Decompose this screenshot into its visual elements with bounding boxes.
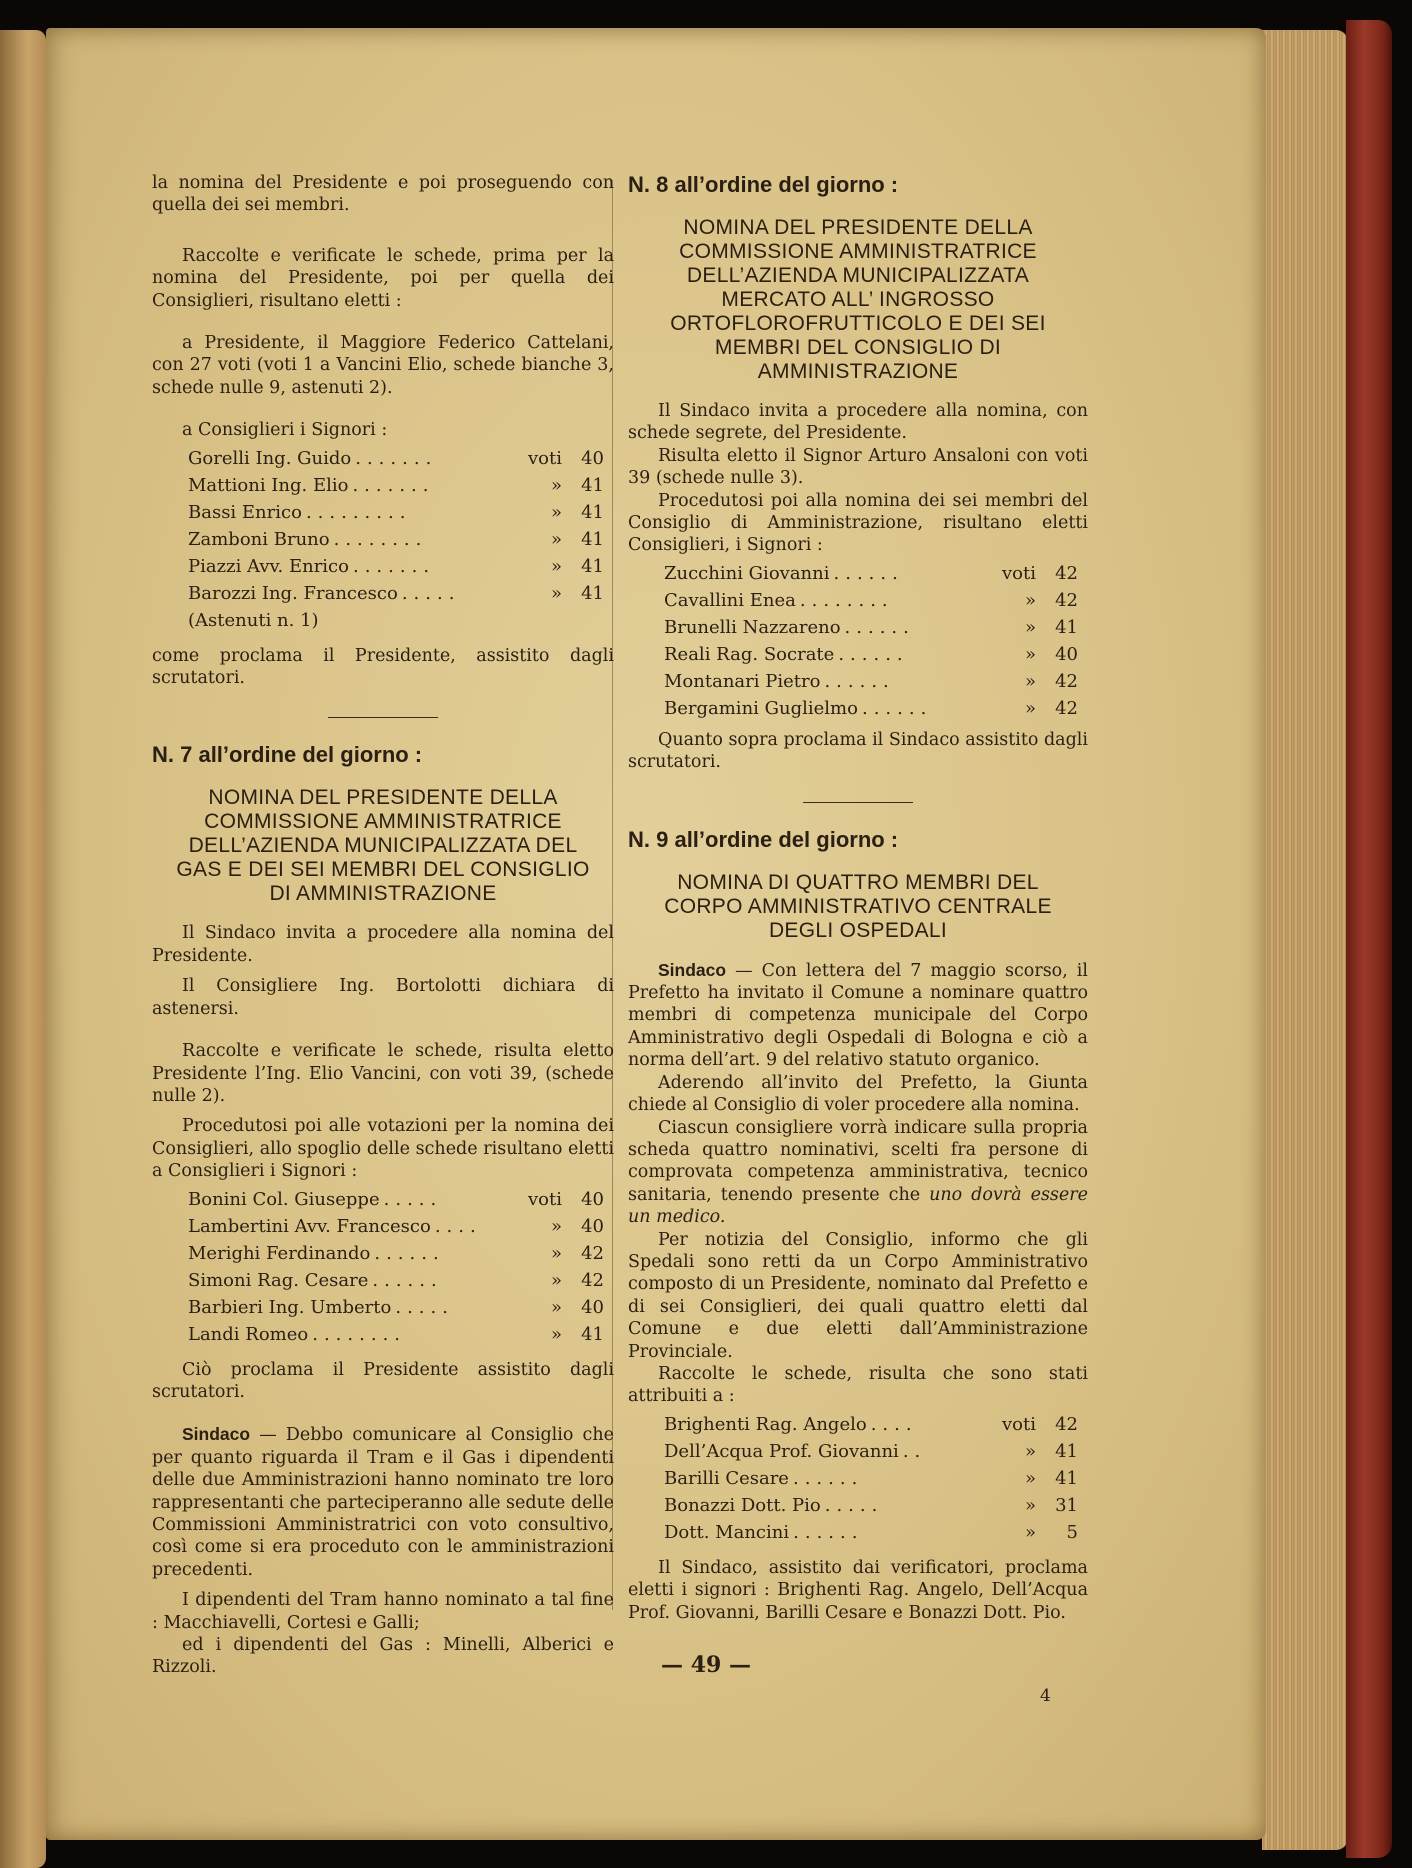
vote-row: Piazzi Avv. Enrico ....... » 41 xyxy=(188,555,604,577)
abstained-note: (Astenuti n. 1) xyxy=(188,609,319,631)
vote-row: Lambertini Avv. Francesco .... » 40 xyxy=(188,1215,604,1237)
paragraph: Il Sindaco invita a procedere alla nomina, con schede segrete, del Presidente. xyxy=(628,401,1088,444)
paragraph: Aderendo all’invito del Prefetto, la Giunta chiede al Consiglio di voler procedere alla nomina. xyxy=(628,1072,1088,1116)
vote-row: Brighenti Rag. Angelo .... voti 42 xyxy=(664,1413,1078,1435)
paragraph: Ciò proclama il Presidente assistito dagli scrutatori. xyxy=(152,1359,614,1402)
vote-row: Dott. Mancini ...... » 5 xyxy=(664,1521,1078,1543)
vote-row: Zucchini Giovanni ...... voti 42 xyxy=(664,562,1078,584)
paragraph: I dipendenti del Tram hanno nominato a tal fine : Macchiavelli, Cortesi e Galli; xyxy=(152,1590,614,1633)
paragraph: Ciascun consigliere vorrà indicare sulla propria scheda quattro nominativi, scelti fra persone di comprovata competenza amministrativa, tecnico sanitaria, tenendo presente che uno dovrà essere un medico. xyxy=(628,1117,1088,1228)
vote-row: Gorelli Ing. Guido ....... voti 40 xyxy=(188,447,604,469)
vote-row: Barilli Cesare ...... » 41 xyxy=(664,1467,1078,1489)
section-rule xyxy=(328,717,438,718)
adjacent-page-edge xyxy=(0,30,46,1868)
page-number: — 49 — xyxy=(661,1652,751,1678)
paragraph: Raccolte e verificate le schede, prima per la nomina del Presidente, poi per quella dei Consiglieri, risultano eletti : xyxy=(152,245,614,311)
paragraph: Procedutosi poi alla nomina dei sei membri del Consiglio di Amministrazione, risultano eletti Consiglieri, i Signori : xyxy=(628,490,1088,556)
paragraph: Risulta eletto il Signor Arturo Ansaloni con voti 39 (schede nulle 3). xyxy=(628,445,1088,489)
paragraph: la nomina del Presidente e poi proseguendo con quella dei sei membri. xyxy=(152,173,614,216)
paragraph: Raccolte e verificate le schede, risulta eletto Presidente l’Ing. Elio Vancini, con voti 39, (schede nulle 2). xyxy=(152,1041,614,1106)
paragraph: Quanto sopra proclama il Sindaco assistito dagli scrutatori. xyxy=(628,729,1088,773)
paragraph: come proclama il Presidente, assistito dagli scrutatori. xyxy=(152,645,614,689)
speaker-paragraph: Sindaco — Con lettera del 7 maggio scorso, il Prefetto ha invitato il Comune a nominare quattro membri di competenza municipale del Corpo Amministrativo degli Ospedali di Bologna e ciò a norma dell’art. 9 del relativo statuto organico. xyxy=(628,959,1088,1071)
vote-row: Mattioni Ing. Elio ....... » 41 xyxy=(188,474,604,496)
paragraph: a Consiglieri i Signori : xyxy=(182,420,388,441)
vote-row: Dell’Acqua Prof. Giovanni .. » 41 xyxy=(664,1440,1078,1462)
vote-list-hospitals xyxy=(664,1414,1088,1549)
vote-row: Brunelli Nazzareno ...... » 41 xyxy=(664,616,1078,638)
speaker-paragraph: Sindaco — Debbo comunicare al Consiglio che per quanto riguarda il Tram e il Gas i dipendenti delle due Amministrazioni hanno nominato tre loro rappresentanti che parteciperanno alle sedute delle Commissioni Amministratrici con voto consultivo, così come si era proceduto con le amministrazioni precedenti. xyxy=(152,1424,614,1580)
paragraph: Per notizia del Consiglio, informo che gli Spedali sono retti da un Corpo Amministrativo composto di un Presidente, nominato dal Prefetto e di sei Consiglieri, dei quali quattro eletti dal Comune e due eletti dall’Amministrazione Provinciale. xyxy=(628,1229,1088,1362)
vote-list-commission-gas xyxy=(188,1189,614,1351)
agenda-item-heading-8: N. 8 all’ordine del giorno : xyxy=(628,172,899,197)
vote-row: Zamboni Bruno ........ » 41 xyxy=(188,528,604,550)
right-column xyxy=(628,172,1088,1624)
vote-row: Bonazzi Dott. Pio ..... » 31 xyxy=(664,1494,1078,1516)
paragraph: Raccolte le schede, risulta che sono stati attribuiti a : xyxy=(628,1363,1088,1407)
agenda-item-heading-7: N. 7 all’ordine del giorno : xyxy=(152,742,423,768)
vote-list-commission-1 xyxy=(188,448,614,637)
agenda-item-title-8: NOMINA DEL PRESIDENTE DELLA COMMISSIONE AMMINISTRATRICE DELL’AZIENDA MUNICIPALIZZATA MERCATO ALL’ INGROSSO ORTOFLOROFRUTTICOLO E DEI SEI MEMBRI DEL CONSIGLIO DI AMMINISTRAZIONE xyxy=(670,216,1046,383)
vote-row: Bassi Enrico ......... » 41 xyxy=(188,501,604,523)
speaker-label: Sindaco xyxy=(182,1424,251,1445)
vote-list-commission-mercato xyxy=(664,563,1088,725)
paragraph: a Presidente, il Maggiore Federico Cattelani, con 27 voti (voti 1 a Vancini Elio, schede bianche 3, schede nulle 9, astenuti 2). xyxy=(152,333,614,398)
vote-row: Simoni Rag. Cesare ...... » 42 xyxy=(188,1269,604,1291)
vote-row: Merighi Ferdinando ...... » 42 xyxy=(188,1242,604,1264)
paragraph: ed i dipendenti del Gas : Minelli, Alberici e Rizzoli. xyxy=(152,1635,614,1678)
vote-row: Barbieri Ing. Umberto ..... » 40 xyxy=(188,1296,604,1318)
signature-mark: 4 xyxy=(1040,1686,1051,1706)
vote-row: Reali Rag. Socrate ...... » 40 xyxy=(664,643,1078,665)
left-column xyxy=(152,172,614,1679)
paragraph: Procedutosi poi alle votazioni per la nomina dei Consiglieri, allo spoglio delle schede risultano eletti a Consiglieri i Signori : xyxy=(152,1116,614,1182)
paragraph: Il Sindaco, assistito dai verificatori, proclama eletti i signori : Brighenti Rag. Angelo, Dell’Acqua Prof. Giovanni, Barilli Cesare e Bonazzi Dott. Pio. xyxy=(628,1557,1088,1623)
book-cover-edge xyxy=(1346,20,1392,1858)
vote-row: Barozzi Ing. Francesco ..... » 41 xyxy=(188,582,604,604)
vote-row: Landi Romeo ........ » 41 xyxy=(188,1323,604,1345)
paragraph: Il Consigliere Ing. Bortolotti dichiara di astenersi. xyxy=(152,976,614,1019)
agenda-item-title-7: NOMINA DEL PRESIDENTE DELLA COMMISSIONE AMMINISTRATRICE DELL’AZIENDA MUNICIPALIZZATA DEL GAS E DEI SEI MEMBRI DEL CONSIGLIO DI AMMINISTRAZIONE xyxy=(176,786,590,906)
book-page-edges xyxy=(1262,30,1348,1850)
vote-row: Montanari Pietro ...... » 42 xyxy=(664,670,1078,692)
speaker-label: Sindaco xyxy=(658,959,727,980)
agenda-item-title-9: NOMINA DI QUATTRO MEMBRI DEL CORPO AMMINISTRATIVO CENTRALE DEGLI OSPEDALI xyxy=(664,870,1052,942)
vote-row: Cavallini Enea ........ » 42 xyxy=(664,589,1078,611)
paragraph: Il Sindaco invita a procedere alla nomina del Presidente. xyxy=(152,923,614,966)
section-rule xyxy=(803,802,913,803)
agenda-item-heading-9: N. 9 all’ordine del giorno : xyxy=(628,826,899,852)
vote-row: Bonini Col. Giuseppe ..... voti 40 xyxy=(188,1188,604,1210)
vote-row: Bergamini Guglielmo ...... » 42 xyxy=(664,697,1078,719)
